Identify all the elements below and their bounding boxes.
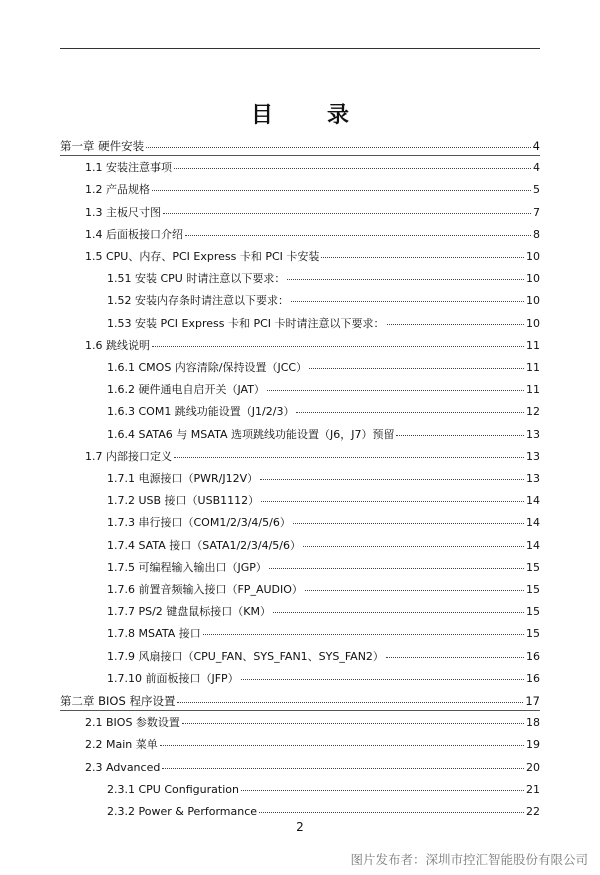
toc-entry[interactable]	[60, 138, 540, 154]
toc-entry-page: 14	[526, 494, 540, 508]
chapter-rule	[60, 155, 540, 156]
toc-entry-label: 1.1 安装注意事项	[85, 161, 172, 175]
toc-entry-label: 2.3.2 Power & Performance	[107, 805, 258, 818]
toc-entry[interactable]	[85, 737, 540, 753]
toc-dot-leader	[269, 564, 524, 569]
toc-dot-leader	[305, 586, 524, 591]
toc-entry-page: 14	[526, 538, 540, 552]
toc-entry-page: 14	[526, 516, 540, 530]
toc-entry-label: 1.52 安装内存条时请注意以下要求：	[107, 294, 289, 308]
toc-entry-label: 2.3 Advanced	[85, 760, 161, 774]
toc-entry-label: 2.2 Main 菜单	[85, 738, 158, 752]
toc-entry[interactable]	[60, 693, 540, 709]
toc-dot-leader	[396, 431, 524, 436]
toc-dot-leader	[241, 786, 524, 791]
toc-entry-page: 22	[526, 805, 540, 818]
toc-dot-leader	[293, 519, 524, 524]
toc-entry[interactable]	[85, 449, 540, 465]
toc-entry[interactable]	[107, 493, 540, 509]
toc-entry-label: 1.6.1 CMOS 内容清除/保持设置（JCC）	[107, 361, 308, 374]
publisher-watermark: 图片发布者：深圳市控汇智能股份有限公司	[350, 852, 588, 867]
toc-entry[interactable]	[107, 471, 540, 487]
toc-entry-page: 11	[526, 361, 540, 374]
toc-dot-leader	[162, 764, 524, 769]
toc-entry[interactable]	[107, 582, 540, 598]
toc-entry-page: 10	[526, 316, 540, 330]
toc-entry[interactable]	[107, 782, 540, 798]
toc-entry-label: 第二章 BIOS 程序设置	[60, 694, 176, 708]
toc-dot-leader	[260, 475, 524, 480]
toc-entry[interactable]	[85, 160, 540, 176]
toc-entry-label: 1.6.4 SATA6 与 MSATA 选项跳线功能设置（J6，J7）预留	[107, 427, 395, 441]
toc-entry-page: 8	[533, 227, 540, 241]
toc-entry-page: 17	[525, 694, 540, 708]
toc-entry-label: 1.7.4 SATA 接口（SATA1/2/3/4/5/6）	[107, 538, 301, 552]
toc-dot-leader	[386, 653, 524, 658]
toc-entry-page: 11	[526, 338, 540, 352]
toc-entry-label: 1.7.3 串行接口（COM1/2/3/4/5/6）	[107, 516, 291, 530]
toc-entry-label: 2.1 BIOS 参数设置	[85, 716, 180, 730]
toc-entry-label: 1.7.2 USB 接口（USB1112）	[107, 494, 260, 508]
toc-entry-page: 20	[526, 760, 540, 774]
toc-dot-leader	[174, 453, 524, 458]
toc-entry-page: 21	[526, 782, 540, 796]
toc-dot-leader	[160, 741, 524, 746]
toc-dot-leader	[163, 209, 531, 214]
toc-entry[interactable]	[107, 671, 540, 687]
toc-entry-label: 1.51 安装 CPU 时请注意以下要求：	[107, 272, 286, 286]
toc-entry[interactable]	[107, 649, 540, 665]
toc-entry[interactable]	[107, 515, 540, 531]
toc-entry-label: 1.7.7 PS/2 键盘鼠标接口（KM）	[107, 605, 272, 619]
toc-entry-label: 1.7.9 风扇接口（CPU_FAN、SYS_FAN1、SYS_FAN2）	[107, 649, 384, 663]
toc-dot-leader	[174, 164, 531, 169]
toc-entry-page: 16	[526, 671, 540, 685]
toc-entry-label: 1.7.10 前面板接口（JFP）	[107, 671, 239, 685]
toc-entry-label: 第一章 硬件安装	[60, 139, 145, 153]
toc-dot-leader	[287, 275, 524, 280]
toc-dot-leader	[182, 719, 524, 724]
toc-entry-label: 1.6.3 COM1 跳线功能设置（J1/2/3）	[107, 405, 295, 419]
toc-entry[interactable]	[107, 804, 540, 820]
toc-entry-page: 10	[526, 294, 540, 308]
toc-entry[interactable]	[107, 360, 540, 376]
toc-entry-page: 15	[526, 605, 540, 619]
toc-entry-label: 1.6 跳线说明	[85, 338, 150, 352]
toc-entry-page: 7	[533, 205, 540, 219]
toc-entry[interactable]	[85, 249, 540, 265]
toc-entry-page: 12	[526, 405, 540, 419]
toc-entry-label: 1.4 后面板接口介绍	[85, 227, 183, 241]
toc-dot-leader	[296, 408, 524, 413]
toc-entry[interactable]	[107, 382, 540, 398]
toc-dot-leader	[303, 542, 524, 547]
toc-entry-page: 13	[526, 427, 540, 441]
toc-dot-leader	[261, 497, 524, 502]
toc-entry[interactable]	[107, 316, 540, 332]
toc-entry[interactable]	[85, 338, 540, 354]
toc-entry[interactable]	[85, 205, 540, 221]
toc-entry-label: 1.6.2 硬件通电自启开关（JAT）	[107, 383, 265, 397]
toc-entry-label: 1.3 主板尺寸图	[85, 205, 161, 219]
toc-entry[interactable]	[107, 626, 540, 642]
toc-entry-page: 19	[526, 738, 540, 752]
toc-entry-page: 15	[526, 583, 540, 596]
toc-entry-page: 15	[526, 560, 540, 574]
toc-entry-page: 13	[526, 472, 540, 485]
toc-entry-label: 1.7.8 MSATA 接口	[107, 627, 201, 641]
page-number: 2	[296, 820, 304, 834]
toc-entry[interactable]	[107, 560, 540, 576]
toc-dot-leader	[321, 253, 524, 258]
toc-dot-leader	[146, 143, 531, 148]
toc-entry-page: 4	[533, 161, 540, 175]
toc-entry-page: 10	[526, 250, 540, 263]
toc-entry-page: 16	[526, 649, 540, 663]
toc-dot-leader	[185, 231, 531, 236]
toc-entry[interactable]	[85, 760, 540, 776]
toc-dot-leader	[387, 320, 524, 325]
toc-entry-label: 1.5 CPU、内存、PCI Express 卡和 PCI 卡安装	[85, 250, 320, 263]
toc-entry-page: 18	[526, 716, 540, 730]
toc-entry[interactable]	[107, 604, 540, 620]
toc-entry[interactable]	[85, 715, 540, 731]
toc-entry-label: 2.3.1 CPU Configuration	[107, 782, 239, 796]
toc-entry-label: 1.7.6 前置音频输入接口（FP_AUDIO）	[107, 583, 303, 596]
toc-entry[interactable]	[107, 271, 540, 287]
toc-dot-leader	[273, 608, 524, 613]
toc-dot-leader	[259, 808, 524, 813]
toc-entry[interactable]	[85, 182, 540, 198]
toc-entry-page: 15	[526, 627, 540, 641]
toc-entry-page: 5	[533, 183, 540, 197]
toc-entry[interactable]	[85, 227, 540, 243]
toc-entry-label: 1.2 产品规格	[85, 183, 150, 197]
toc-entry[interactable]	[107, 293, 540, 309]
toc-entry[interactable]	[107, 404, 540, 420]
toc-entry[interactable]	[107, 538, 540, 554]
toc-dot-leader	[177, 698, 523, 703]
toc-entry-label: 1.7.1 电源接口（PWR/J12V）	[107, 472, 259, 485]
page-title: 目 录	[250, 103, 365, 128]
toc-entry-page: 4	[532, 139, 540, 153]
toc-dot-leader	[267, 386, 524, 391]
toc-entry-page: 13	[526, 449, 540, 463]
toc-dot-leader	[152, 342, 524, 347]
toc-dot-leader	[152, 186, 531, 191]
toc-dot-leader	[291, 297, 524, 302]
chapter-rule	[60, 710, 540, 711]
toc-dot-leader	[203, 630, 524, 635]
toc-entry[interactable]	[107, 427, 540, 443]
toc-dot-leader	[241, 675, 524, 680]
toc-entry-label: 1.7.5 可编程输入输出口（JGP）	[107, 560, 267, 574]
toc-entry-label: 1.7 内部接口定义	[85, 449, 172, 463]
toc-dot-leader	[309, 364, 524, 369]
toc-entry-page: 10	[526, 272, 540, 286]
toc-entry-label: 1.53 安装 PCI Express 卡和 PCI 卡时请注意以下要求：	[107, 316, 385, 330]
toc-entry-page: 11	[526, 383, 540, 397]
